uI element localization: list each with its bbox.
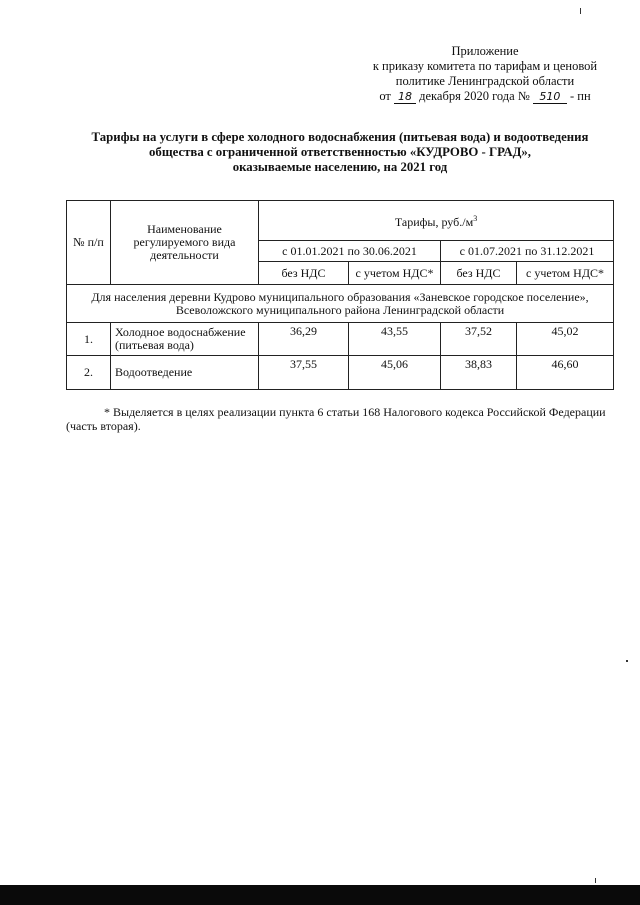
appendix-date-line xyxy=(350,89,620,104)
header-activity-name: Наименование регулируемого вида деятельности xyxy=(111,201,259,285)
group-row-text: Для населения деревни Кудрово муниципального образования «Заневское городское поселение», Всеволожского муниципального района Ленинградской области xyxy=(67,285,614,323)
appendix-order-line: к приказу комитета по тарифам и ценовой xyxy=(372,59,598,73)
date-prefix: от xyxy=(379,89,391,103)
title-line-3: оказываемые населению, на 2021 год xyxy=(232,160,448,174)
scan-bottom-edge xyxy=(0,885,640,905)
header-tariffs-sup: 3 xyxy=(473,214,478,223)
header-number: № п/п xyxy=(67,201,111,285)
tariffs-table xyxy=(66,200,614,390)
handwritten-order-number: 510 xyxy=(533,91,567,104)
handwritten-day: 18 xyxy=(394,91,416,104)
header-tariffs xyxy=(259,201,614,241)
header-period-2: с 01.07.2021 по 31.12.2021 xyxy=(441,241,614,262)
header-period-1: с 01.01.2021 по 30.06.2021 xyxy=(259,241,441,262)
scan-speck xyxy=(580,8,581,14)
row-p1-without-vat: 37,55 xyxy=(259,356,349,390)
row-p2-with-vat: 46,60 xyxy=(517,356,614,390)
row-p1-with-vat: 43,55 xyxy=(349,323,441,356)
row-activity-name: Холодное водоснабжение (питьевая вода) xyxy=(111,323,259,356)
appendix-committee-line: политике Ленинградской области xyxy=(395,74,575,88)
header-p2-without-vat: без НДС xyxy=(441,262,517,285)
scan-speck xyxy=(626,660,628,662)
appendix-header xyxy=(350,44,620,104)
vat-footnote xyxy=(66,405,619,433)
header-p1-with-vat: с учетом НДС* xyxy=(349,262,441,285)
order-number-suffix: - пн xyxy=(570,89,591,103)
row-number: 2. xyxy=(67,356,111,390)
table-row xyxy=(67,323,614,356)
header-p1-without-vat: без НДС xyxy=(259,262,349,285)
row-p1-without-vat: 36,29 xyxy=(259,323,349,356)
row-activity-name: Водоотведение xyxy=(111,356,259,390)
row-p2-without-vat: 37,52 xyxy=(441,323,517,356)
row-number: 1. xyxy=(67,323,111,356)
date-middle: декабря 2020 года № xyxy=(419,89,530,103)
table-header-row xyxy=(67,201,614,241)
appendix-label: Приложение xyxy=(451,44,519,58)
title-line-2: общества с ограниченной ответственностью «КУДРОВО - ГРАД», xyxy=(149,145,531,159)
header-p2-with-vat: с учетом НДС* xyxy=(517,262,614,285)
document-title xyxy=(40,130,640,175)
table-group-row xyxy=(67,285,614,323)
footnote-line-1: * Выделяется в целях реализации пункта 6 статьи 168 Налогового кодекса Российской Федерации xyxy=(104,405,606,419)
table-row xyxy=(67,356,614,390)
row-p2-with-vat: 45,02 xyxy=(517,323,614,356)
row-p1-with-vat: 45,06 xyxy=(349,356,441,390)
title-line-1: Тарифы на услуги в сфере холодного водоснабжения (питьевая вода) и водоотведения xyxy=(91,130,589,144)
header-tariffs-label: Тарифы, руб./м xyxy=(394,215,474,229)
row-p2-without-vat: 38,83 xyxy=(441,356,517,390)
scan-speck xyxy=(595,878,596,883)
footnote-line-2: (часть вторая). xyxy=(66,419,141,433)
